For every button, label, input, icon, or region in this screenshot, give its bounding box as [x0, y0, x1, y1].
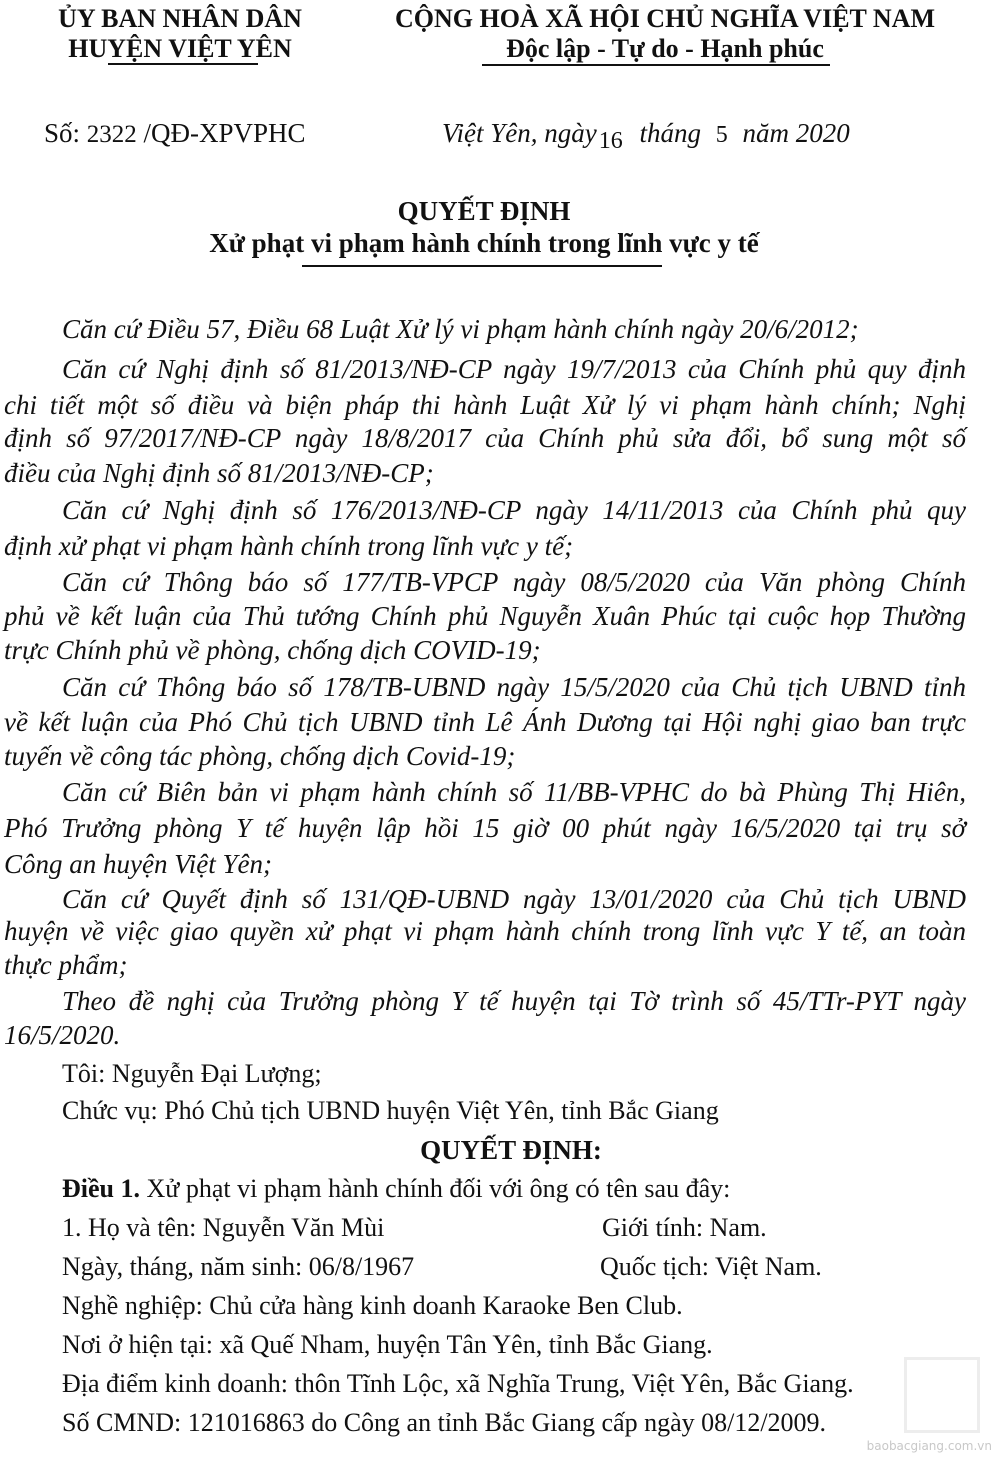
- agency-underline: [108, 63, 258, 65]
- preamble-line: Căn cứ Nghị định số 176/2013/NĐ-CP ngày 14/11/2013 của Chính phủ quy: [62, 495, 966, 525]
- issue-date: [442, 118, 850, 154]
- date-month: 5: [715, 122, 728, 148]
- title-underline: [302, 265, 662, 267]
- person-id-card: Số CMND: 121016863 do Công an tỉnh Bắc Giang cấp ngày 08/12/2009.: [62, 1408, 827, 1437]
- date-month-label: tháng: [639, 118, 701, 148]
- preamble-line: Căn cứ Quyết định số 131/QĐ-UBND ngày 13/01/2020 của Chủ tịch UBND: [62, 884, 966, 914]
- preamble-line: Công an huyện Việt Yên;: [4, 849, 272, 879]
- person-occupation: Nghề nghiệp: Chủ cửa hàng kinh doanh Karaoke Ben Club.: [62, 1291, 683, 1320]
- preamble-line: thực phẩm;: [4, 950, 128, 980]
- person-residence: Nơi ở hiện tại: xã Quế Nham, huyện Tân Yên, tỉnh Bắc Giang.: [62, 1330, 713, 1359]
- preamble-line: tuyến về công tác phòng, chống dịch Covid-19;: [4, 741, 516, 771]
- preamble-line: điều của Nghị định số 81/2013/NĐ-CP;: [4, 458, 434, 488]
- date-prefix: Việt Yên, ngày: [442, 118, 597, 148]
- document-title: QUYẾT ĐỊNH: [397, 196, 571, 226]
- date-year: năm 2020: [742, 118, 850, 148]
- preamble-line: Theo đề nghị của Trưởng phòng Y tế huyện tại Tờ trình số 45/TTr-PYT ngày: [62, 986, 966, 1016]
- preamble-line: Căn cứ Nghị định số 81/2013/NĐ-CP ngày 19/7/2013 của Chính phủ quy định: [62, 354, 966, 384]
- preamble-line: phủ về kết luận của Thủ tướng Chính phủ Nguyễn Xuân Phúc tại cuộc họp Thường: [4, 601, 966, 631]
- preamble-line: chi tiết một số điều và biện pháp thi hành Luật Xử lý vi phạm hành chính; Nghị: [4, 390, 966, 420]
- preamble-line: Phó Trưởng phòng Y tế huyện lập hồi 15 giờ 00 phút ngày 16/5/2020 tại trụ sở: [4, 813, 966, 843]
- article-1-text: Xử phạt vi phạm hành chính đối với ông có tên sau đây:: [146, 1174, 731, 1203]
- article-1: [62, 1173, 730, 1205]
- preamble-line: định xử phạt vi phạm hành chính trong lĩnh vực y tế;: [4, 531, 574, 561]
- country-name: CỘNG HOÀ XÃ HỘI CHỦ NGHĨA VIỆT NAM: [394, 4, 936, 33]
- number-suffix: /QĐ-XPVPHC: [143, 118, 306, 148]
- signer-position: Chức vụ: Phó Chủ tịch UBND huyện Việt Yên, tỉnh Bắc Giang: [62, 1096, 719, 1125]
- agency-name: [30, 4, 330, 64]
- preamble-line: về kết luận của Phó Chủ tịch UBND tỉnh Lê Ánh Dương tại Hội nghị giao ban trực: [4, 707, 966, 737]
- preamble-line: Căn cứ Thông báo số 177/TB-VPCP ngày 08/5/2020 của Văn phòng Chính: [62, 567, 966, 597]
- document-subtitle: Xử phạt vi phạm hành chính trong lĩnh vực y tế: [209, 228, 759, 258]
- number-value: 2322: [86, 121, 137, 148]
- preamble-line: 16/5/2020.: [4, 1020, 121, 1050]
- preamble-line: trực Chính phủ về phòng, chống dịch COVID-19;: [4, 635, 541, 665]
- agency-line-2: HUYỆN VIỆT YÊN: [68, 34, 292, 63]
- motto-line: Độc lập - Tự do - Hạnh phúc: [506, 34, 824, 63]
- person-dob: Ngày, tháng, năm sinh: 06/8/1967: [62, 1252, 415, 1281]
- person-name: 1. Họ và tên: Nguyễn Văn Mùi: [62, 1213, 385, 1242]
- signer-name: Tôi: Nguyễn Đại Lượng;: [62, 1059, 322, 1088]
- person-gender: Giới tính: Nam.: [602, 1213, 767, 1242]
- person-nationality: Quốc tịch: Việt Nam.: [600, 1252, 822, 1281]
- agency-line-1: ỦY BAN NHÂN DÂN: [58, 4, 302, 33]
- number-prefix: Số:: [44, 118, 81, 148]
- person-business-location: Địa điểm kinh doanh: thôn Tĩnh Lộc, xã Nghĩa Trung, Việt Yên, Bắc Giang.: [62, 1369, 854, 1398]
- date-day: 16: [598, 128, 623, 154]
- watermark-text: baobacgiang.com.vn: [866, 1439, 992, 1453]
- national-motto: [340, 4, 990, 64]
- preamble-line: Căn cứ Biên bản vi phạm hành chính số 11/BB-VPHC do bà Phùng Thị Hiên,: [62, 777, 966, 807]
- motto-underline: [482, 64, 830, 66]
- watermark-logo: [904, 1357, 980, 1433]
- preamble-line: Căn cứ Thông báo số 178/TB-UBND ngày 15/5/2020 của Chủ tịch UBND tỉnh: [62, 672, 966, 702]
- preamble-line: huyện về việc giao quyền xử phạt vi phạm hành chính trong lĩnh vực Y tế, an toàn: [4, 916, 966, 946]
- preamble-line: định số 97/2017/NĐ-CP ngày 18/8/2017 của Chính phủ sửa đổi, bổ sung một số: [4, 423, 966, 453]
- preamble-line: Căn cứ Điều 57, Điều 68 Luật Xử lý vi phạm hành chính ngày 20/6/2012;: [62, 314, 859, 344]
- article-1-label: Điều 1.: [62, 1174, 140, 1203]
- document-number: [44, 118, 306, 149]
- decision-heading: QUYẾT ĐỊNH:: [420, 1135, 602, 1165]
